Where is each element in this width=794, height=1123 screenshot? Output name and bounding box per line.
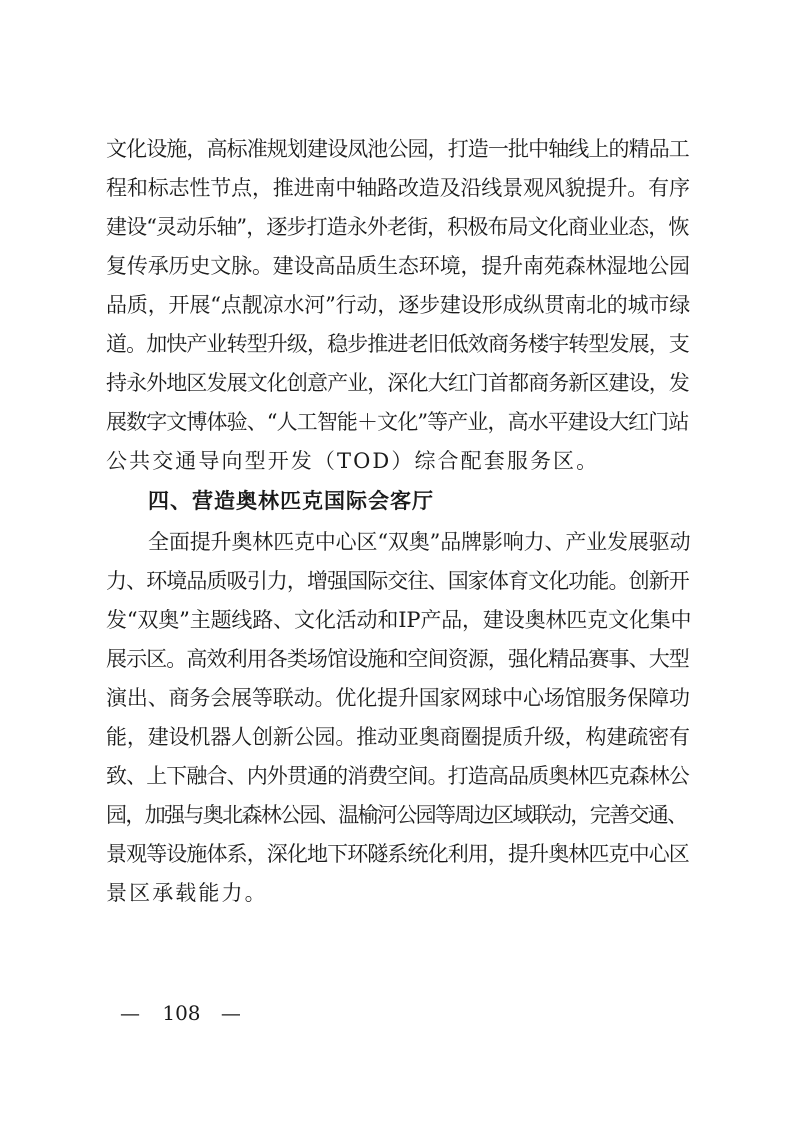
paragraph-2-line-10: 景区承载能力。 xyxy=(106,881,268,905)
section-heading: 四、营造奥林匹克国际会客厅 xyxy=(148,489,434,513)
paragraph-1-line-4: 复传承历史文脉。建设高品质生态环境，提升南苑森林湿地公园 xyxy=(106,254,690,278)
paragraph-2-line-7: 致、上下融合、内外贯通的消费空间。打造高品质奥林匹克森林公 xyxy=(106,764,689,788)
paragraph-2-line-2: 力、环境品质吸引力，增强国际交往、国家体育文化功能。创新开 xyxy=(106,569,689,593)
paragraph-2-line-1: 全面提升奥林匹克中心区“双奥”品牌影响力、产业发展驱动 xyxy=(148,530,691,554)
paragraph-1-line-2: 程和标志性节点，推进南中轴路改造及沿线景观风貌提升。有序 xyxy=(106,176,690,200)
page-number: 108 xyxy=(162,1001,201,1025)
page-footer xyxy=(120,1000,243,1026)
paragraph-1-line-3: 建设“灵动乐轴”，逐步打造永外老街，积极布局文化商业业态，恢 xyxy=(106,215,689,239)
paragraph-1-line-7: 持永外地区发展文化创意产业，深化大红门首都商务新区建设，发 xyxy=(106,371,689,395)
paragraph-2-line-9: 景观等设施体系，深化地下环隧系统化利用，提升奥林匹克中心区 xyxy=(106,842,689,866)
footer-dash-right: — xyxy=(220,1001,241,1025)
paragraph-2-line-3: 发“双奥”主题线路、文化活动和IP产品，建设奥林匹克文化集中 xyxy=(106,608,692,632)
paragraph-2-line-5: 演出、商务会展等联动。优化提升国家网球中心场馆服务保障功 xyxy=(106,686,690,710)
paragraph-2-line-6: 能，建设机器人创新公园。推动亚奥商圈提质升级，构建疏密有 xyxy=(106,725,690,749)
paragraph-1-line-9: 公共交通导向型开发（TOD）综合配套服务区。 xyxy=(106,449,600,473)
paragraph-1-line-5: 品质，开展“点靓凉水河”行动，逐步建设形成纵贯南北的城市绿 xyxy=(106,293,691,317)
paragraph-2-line-8: 园，加强与奥北森林公园、温榆河公园等周边区域联动，完善交通、 xyxy=(106,803,687,827)
paragraph-1-line-1: 文化设施，高标准规划建设凤池公园，打造一批中轴线上的精品工 xyxy=(106,137,689,161)
paragraph-1-line-6: 道。加快产业转型升级，稳步推进老旧低效商务楼宇转型发展，支 xyxy=(106,332,689,356)
paragraph-1-line-8: 展数字文博体验、“人工智能＋文化”等产业，高水平建设大红门站 xyxy=(106,410,689,434)
footer-dash-left: — xyxy=(120,1001,140,1025)
paragraph-2-line-4: 展示区。高效利用各类场馆设施和空间资源，强化精品赛事、大型 xyxy=(106,647,689,671)
